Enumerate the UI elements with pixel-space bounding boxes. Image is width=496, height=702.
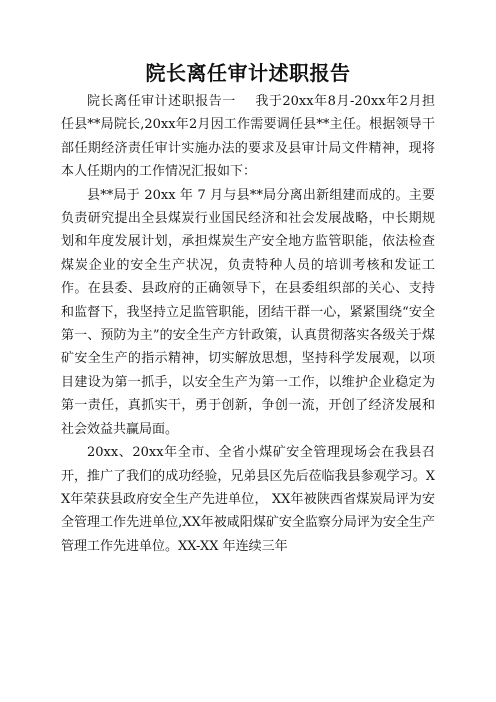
paragraph-3: 20xx、20xx年全市、全省小煤矿安全管理现场会在我县召开，推广了我们的成功经验，兄弟县区先后莅临我县参观学习。XX年荣获县政府安全生产先进单位， XX年被陕西省煤炭局评为安全管理工作先进单位,XX年被咸阳煤矿安全监察分局评为安全生产管理工作先进单位。XX-XX 年连续三年: [61, 445, 435, 554]
document-title: 院长离任审计述职报告: [145, 61, 351, 85]
paragraph-1: [61, 90, 435, 184]
report-subtitle: 院长离任审计述职报告一: [87, 94, 236, 109]
paragraph-2: 县**局于 20xx 年 7 月与县**局分离出新组建而成的。主要负责研究提出全县煤炭行业国民经济和社会发展战略，中长期规划和年度发展计划，承担煤炭生产安全地方监管职能，依法检查煤炭企业的安全生产状况，负责特种人员的培训考核和发证工作。在县委、县政府的正确领导下，在县委组织部的关心、支持和监督下，我坚持立足监管职能，团结干群一心，紧紧围绕“安全第一、预防为主”的安全生产方针政策，认真贯彻落实各级关于煤矿安全生产的指示精神，切实解放思想，坚持科学发展观，以项目建设为第一抓手，以安全生产为第一工作，以维护企业稳定为第一责任，真抓实干，勇于创新，争创一流，开创了经济发展和社会效益共赢局面。: [61, 187, 435, 437]
paragraph-1-text: 我于20xx年8月-20xx年2月担任县**局院长,20xx年2月因工作需要调任县**主任。根据领导干部任期经济责任审计实施办法的要求及县审计局文件精神，现将本人任期内的工作情况汇报如下：: [61, 94, 435, 180]
